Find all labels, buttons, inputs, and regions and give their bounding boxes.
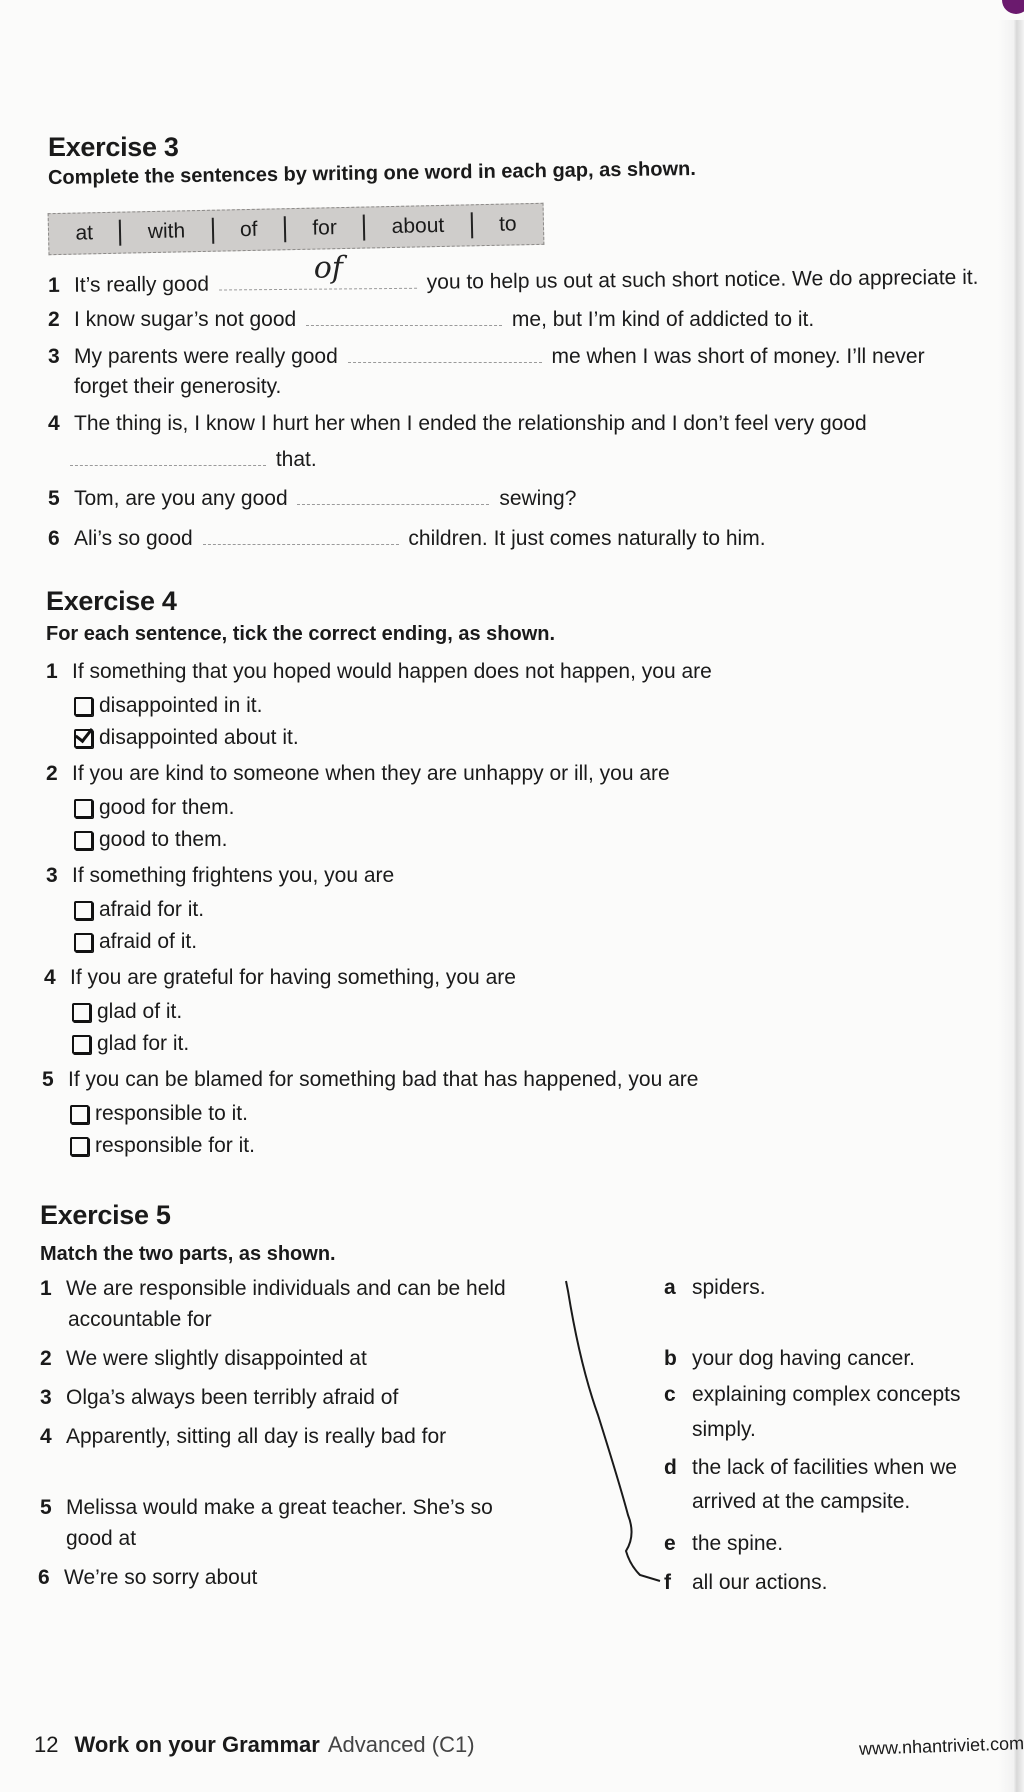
item-prompt: If you can be blamed for something bad that has happened, you are [68,1068,699,1091]
word-option: for [312,216,338,240]
word-option: with [147,219,186,244]
match-left-1[interactable] [40,1277,506,1301]
option-label: good for them. [99,796,235,819]
item-number: 1 [40,1277,52,1300]
item-number: 3 [40,1386,52,1409]
item-text: Melissa would make a great teacher. She’s so [66,1496,493,1519]
answer-gap[interactable] [306,305,502,326]
item-number: 4 [44,966,56,989]
checked-checkbox-icon[interactable] [74,729,93,748]
exercise-3-instruction: Complete the sentences by writing one word in each gap, as shown. [47,157,696,189]
page-number: 12 [34,1732,59,1757]
word-box [48,203,545,255]
item-text: We’re so sorry about [64,1566,258,1589]
item-number: 1 [47,273,60,297]
exercise-4-item-5 [42,1068,698,1092]
match-right-d-continuation: arrived at the campsite. [692,1490,911,1513]
item-number: 2 [48,308,60,331]
item-text: explaining complex concepts [692,1383,961,1406]
option[interactable] [72,1032,189,1056]
option-label: disappointed in it. [99,694,263,717]
exercise-5-title: Exercise 5 [40,1200,171,1230]
exercise-3-item-3 [48,342,925,369]
item-number: 4 [40,1425,52,1448]
item-text: all our actions. [692,1571,828,1594]
item-prompt: If you are grateful for having something, you are [70,966,516,989]
item-text-after: you to help us out at such short notice. We do appreciate it. [426,265,979,294]
exercise-4-item-2 [46,762,670,786]
page-footer [34,1732,475,1758]
item-text: your dog having cancer. [692,1347,915,1370]
item-text: Apparently, sitting all day is really bad for [66,1425,447,1448]
item-text-before: Ali’s so good [74,527,193,550]
option-label: glad of it. [97,1000,183,1023]
option-label: responsible for it. [95,1134,255,1157]
option[interactable] [72,1000,182,1024]
item-letter: a [664,1276,676,1299]
exercise-3-item-3-continuation: forget their generosity. [74,375,282,398]
option[interactable] [74,930,197,954]
exercise-4-instruction: For each sentence, tick the correct ending, as shown. [46,623,556,645]
checkbox-icon[interactable] [70,1105,89,1124]
item-text-before: The thing is, I know I hurt her when I ended the relationship and I don’t feel very good [74,412,867,435]
answer-gap[interactable] [297,484,489,505]
match-left-2[interactable] [40,1347,367,1371]
hand-drawn-match-line [540,1275,670,1595]
page-edge [998,20,1024,1792]
match-left-5[interactable] [40,1496,493,1520]
option-label: glad for it. [97,1032,190,1055]
item-number: 3 [46,864,58,887]
match-right-d[interactable] [664,1456,957,1480]
checkbox-icon[interactable] [74,831,93,850]
checkbox-icon[interactable] [74,901,93,920]
book-level: Advanced (C1) [327,1732,475,1757]
item-number: 4 [48,412,60,435]
item-text-after: that. [275,448,317,471]
match-right-e[interactable] [664,1532,783,1556]
option[interactable] [74,796,234,820]
answer-gap[interactable] [219,250,417,291]
item-number: 1 [46,660,58,683]
checkbox-icon[interactable] [72,1003,91,1022]
item-number: 3 [48,345,60,368]
item-text-after: me, but I’m kind of addicted to it. [511,308,815,331]
option[interactable] [70,1134,255,1158]
word-option: about [391,213,445,238]
corner-mark [1002,0,1024,14]
match-right-b[interactable] [664,1347,915,1371]
exercise-3-item-2 [48,305,814,332]
exercise-5-instruction: Match the two parts, as shown. [40,1243,336,1265]
item-number: 2 [40,1347,52,1370]
item-text: We are responsible individuals and can be held [66,1277,506,1300]
option-label: disappointed about it. [99,726,299,749]
exercise-3-item-4 [48,412,867,436]
handwritten-answer: of [313,250,344,286]
option[interactable] [74,726,299,750]
match-right-c-continuation: simply. [692,1418,756,1441]
exercise-4-item-1 [46,660,712,684]
item-text-after: me when I was short of money. I’ll never [551,345,925,368]
checkbox-icon[interactable] [74,933,93,952]
item-prompt: If something frightens you, you are [72,864,395,887]
exercise-4-item-4 [44,966,516,990]
item-text-after: children. It just comes naturally to him. [408,527,766,550]
match-right-f[interactable] [664,1571,827,1595]
checkbox-icon[interactable] [74,697,93,716]
book-title: Work on your Grammar [74,1732,320,1757]
exercise-3-item-1 [47,250,979,298]
item-number: 5 [42,1068,54,1091]
item-number: 6 [48,527,60,550]
option[interactable] [70,1102,248,1126]
match-left-4[interactable] [40,1425,446,1449]
option-label: good to them. [99,828,228,851]
answer-gap[interactable] [203,524,399,545]
word-option: at [75,221,94,245]
item-text: the spine. [692,1532,784,1555]
exercise-3-item-4-continuation [70,445,317,472]
item-letter: d [664,1456,677,1479]
match-left-1-continuation: accountable for [68,1308,212,1331]
match-left-5-continuation: good at [66,1527,137,1550]
exercise-3-item-5 [48,484,576,511]
website-link[interactable]: www.nhantriviet.com [858,1733,1024,1759]
match-left-6[interactable] [38,1566,257,1590]
item-number: 5 [40,1496,52,1519]
item-letter: f [664,1571,671,1594]
checkbox-icon[interactable] [74,799,93,818]
item-text-before: I know sugar’s not good [74,308,297,331]
exercise-4-item-3 [46,864,394,888]
item-prompt: If you are kind to someone when they are unhappy or ill, you are [72,762,670,785]
answer-gap[interactable] [70,445,266,466]
item-text: the lack of facilities when we [692,1456,957,1479]
match-right-c[interactable] [664,1383,961,1407]
item-text-before: Tom, are you any good [74,487,288,510]
exercise-3-title: Exercise 3 [48,132,179,162]
option[interactable] [74,898,204,922]
option-label: afraid for it. [99,898,205,921]
word-option: to [498,212,517,236]
item-text-after: sewing? [499,487,577,510]
item-text: Olga’s always been terribly afraid of [66,1386,399,1409]
exercise-3-item-6 [48,524,766,551]
word-option: of [239,217,258,242]
match-left-3[interactable] [40,1386,398,1410]
item-text: spiders. [692,1276,766,1299]
item-number: 6 [38,1566,50,1589]
checkbox-icon[interactable] [70,1137,89,1156]
option-label: afraid of it. [99,930,198,953]
item-letter: e [664,1532,676,1555]
item-letter: b [664,1347,677,1370]
item-letter: c [664,1383,676,1406]
option-label: responsible to it. [95,1102,248,1125]
match-right-a[interactable] [664,1276,766,1300]
item-prompt: If something that you hoped would happen does not happen, you are [72,660,712,683]
item-text-before: It’s really good [73,272,210,297]
item-text-before: My parents were really good [74,345,338,368]
checkbox-icon[interactable] [72,1035,91,1054]
option[interactable] [74,828,227,852]
item-number: 5 [48,487,60,510]
item-number: 2 [46,762,58,785]
answer-gap[interactable] [348,342,542,363]
option[interactable] [74,694,262,718]
item-text: We were slightly disappointed at [66,1347,367,1370]
exercise-4-title: Exercise 4 [46,586,177,616]
